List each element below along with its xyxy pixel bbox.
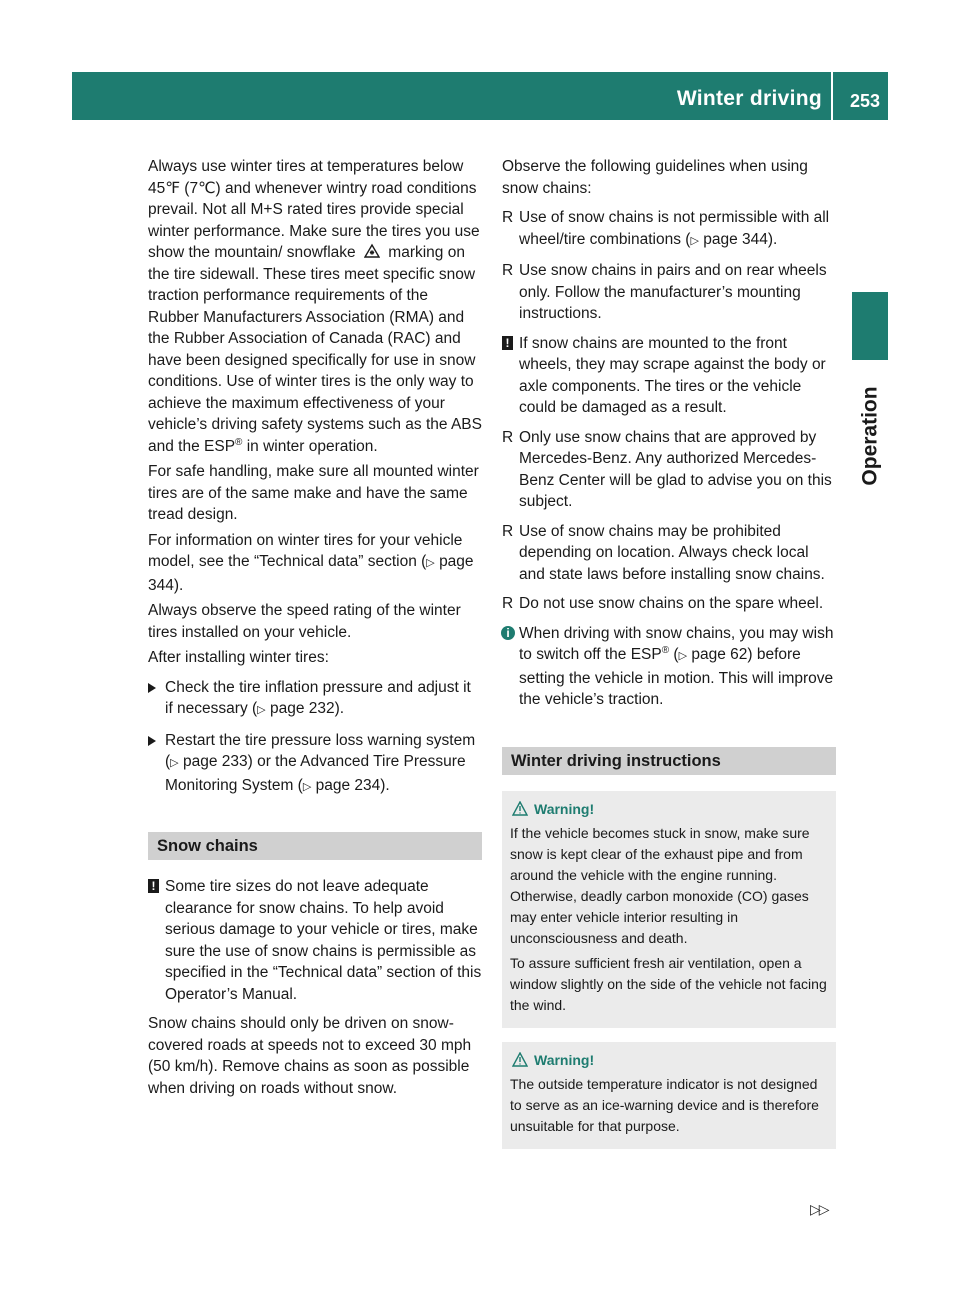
bullet-icon: R [502, 262, 514, 279]
page-ref-arrow-icon: ▷ [170, 757, 179, 769]
list-item: R Only use snow chains that are approved by Mercedes-Benz. Any authorized Mercedes-Benz Center will be glad to advise you on this subject. [502, 428, 832, 510]
page-number: 253 [849, 91, 880, 111]
warning-text: If the vehicle becomes stuck in snow, make sure snow is kept clear of the exhaust pipe and from around the vehicle with the engine running. Otherwise, deadly carbon monoxide (CO) gases may enter vehicle interior resulting in unconsciousness and death. [510, 824, 810, 946]
chapter-title: Winter driving [676, 87, 822, 110]
note-icon: ! [502, 336, 513, 350]
left-column [148, 156, 482, 1103]
page-link[interactable]: page 232). [269, 700, 345, 717]
page-link[interactable]: page 344). [148, 553, 474, 594]
speed-rating-paragraph: Always observe the speed rating of the winter tires installed on your vehicle. [148, 602, 461, 641]
page-ref-arrow-icon: ▷ [257, 704, 266, 716]
warning-box [502, 1042, 836, 1149]
page-ref-arrow-icon: ▷ [690, 234, 699, 247]
warning-box [502, 791, 836, 1028]
step-arrow-icon [148, 683, 156, 693]
handling-paragraph: For safe handling, make sure all mounted winter tires are of the same make and have the same tread design. [148, 463, 479, 523]
warning-heading: Warning! [510, 1048, 828, 1072]
after-install-paragraph: After installing winter tires: [148, 649, 329, 666]
bullet-icon: R [502, 209, 514, 226]
section-heading-winter-driving: Winter driving instructions [502, 747, 836, 775]
info-icon: i [501, 626, 515, 640]
warning-triangle-icon [512, 1052, 528, 1067]
step-item: Restart the tire pressure loss warning system (▷ page 233) or the Advanced Tire Pressure Monitoring System (▷ page 234). [148, 730, 482, 799]
caution-note: ! Some tire sizes do not leave adequate clearance for snow chains. To help avoid serious damage to your vehicle or tires, make sure the use of snow chains is permissible as specified in the “Technical data” section of this Operator’s Manual. [148, 876, 482, 1005]
side-tab-label: Operation [858, 386, 882, 486]
page-link[interactable]: page 62) before setting the vehicle in motion. This will improve the vehicle’s traction. [519, 646, 834, 708]
warning-text: The outside temperature indicator is not designed to serve as an ice-warning device and is therefore unsuitable for that purpose. [510, 1075, 819, 1134]
right-column [502, 156, 836, 1163]
page-ref-arrow-icon: ▷ [426, 557, 435, 569]
caution-note: ! If snow chains are mounted to the front wheels, they may scrape against the body or axle components. The tires or the vehicle could be damaged as a result. [502, 333, 836, 419]
page-link[interactable]: page 233) or the Advanced Tire Pressure Monitoring System ( [165, 753, 466, 794]
snow-speed-paragraph: Snow chains should only be driven on snow-covered roads at speeds not to exceed 30 mph (50 km/h). Remove chains as soon as possible when driving on roads without snow. [148, 1015, 472, 1097]
page-header [72, 72, 888, 120]
list-item: R Use snow chains in pairs and on rear wheels only. Follow the manufacturer’s mounting instructions. [502, 262, 827, 322]
page-link[interactable]: page 344). [703, 230, 778, 248]
section-heading-snow-chains: Snow chains [148, 832, 482, 860]
intro-paragraph: Always use winter tires at temperatures below 45℉ (7℃) and whenever wintry road conditions prevail. Not all M+S rated tires provide special winter performance. Make sure the tires you use show the mountain/ snowflake marking on the tire sidewall. These tires meet specific snow traction performance requirements of the Rubber Manufacturers Association (RMA) and the Rubber Association of Canada (RAC) and have been designed specifically for use in snow conditions. Use of winter tires is the only way to achieve the maximum effectiveness of your vehicle’s driving safety systems such as the ABS and the ESP® in winter operation. [148, 158, 482, 455]
list-item: R Do not use snow chains on the spare wheel. [502, 593, 836, 615]
page-ref-arrow-icon: ▷ [302, 780, 312, 793]
page-link[interactable]: page 234). [315, 776, 390, 794]
bullet-icon: R [502, 595, 514, 612]
bullet-icon: R [502, 428, 514, 446]
header-divider [831, 72, 833, 120]
info-note: i When driving with snow chains, you may wish to switch off the ESP® (▷ page 62) before setting the vehicle in motion. This will improve the vehicle’s traction. [502, 623, 836, 711]
snowflake-mountain-icon [364, 243, 380, 259]
info-paragraph: For information on winter tires for your vehicle model, see the “Technical data” section (▷ page 344). [148, 531, 474, 594]
guidelines-paragraph: Observe the following guidelines when using snow chains: [502, 158, 808, 197]
bullet-icon: R [502, 522, 514, 540]
warning-text: To assure sufficient fresh air ventilation, open a window slightly on the side of the vehicle not facing the wind. [510, 954, 827, 1013]
step-arrow-icon [148, 736, 156, 746]
note-icon: ! [148, 879, 159, 893]
page-ref-arrow-icon: ▷ [678, 650, 688, 662]
list-item: R Use of snow chains may be prohibited depending on location. Always check local and state laws before installing snow chains. [502, 522, 825, 583]
step-item: Check the tire inflation pressure and adjust it if necessary (▷ page 232). [148, 677, 482, 722]
warning-triangle-icon [512, 801, 528, 816]
list-item: R Use of snow chains is not permissible with all wheel/tire combinations (▷ page 344). [502, 209, 830, 248]
side-tab-marker [852, 292, 888, 360]
continue-arrows-icon: ▷▷ [810, 1201, 828, 1217]
warning-heading: Warning! [510, 797, 828, 821]
